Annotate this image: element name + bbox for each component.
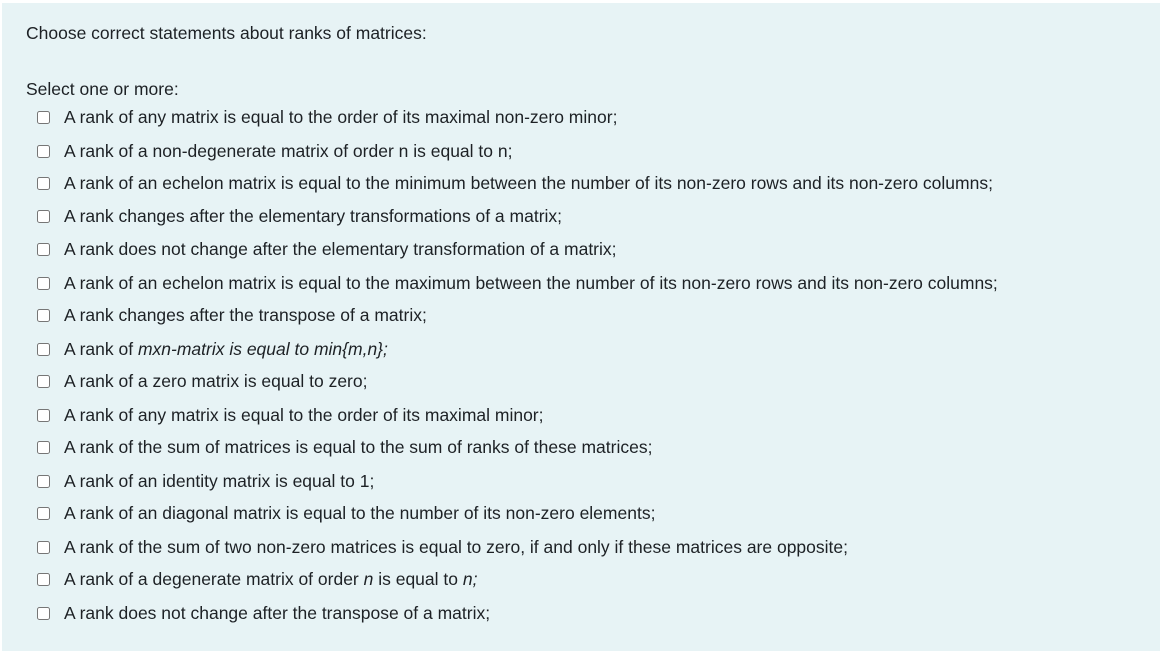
answer-option-15[interactable] [37, 567, 477, 591]
answer-text: A rank of a zero matrix is equal to zero; [64, 371, 368, 391]
answer-text: A rank of an diagonal matrix is equal to the number of its non-zero elements; [64, 503, 656, 523]
answer-label [64, 436, 652, 458]
answer-option-1[interactable] [37, 105, 617, 129]
answer-text: A rank of a degenerate matrix of order [64, 569, 364, 589]
answer-checkbox[interactable] [37, 507, 50, 520]
answer-text: A rank does not change after the elementary transformation of a matrix; [64, 239, 617, 259]
select-prompt: Select one or more: [26, 79, 179, 99]
answer-checkbox[interactable] [37, 541, 50, 554]
answer-text: A rank changes after the elementary transformations of a matrix; [64, 206, 563, 226]
answer-text: A rank changes after the transpose of a matrix; [64, 305, 427, 325]
answer-checkbox[interactable] [37, 243, 50, 256]
answer-label [64, 140, 512, 162]
answer-checkbox[interactable] [37, 277, 50, 290]
answer-label [64, 238, 617, 260]
answer-text: A rank of an echelon matrix is equal to the maximum between the number of its non-zero rows and its non-zero columns; [64, 273, 998, 293]
answer-label [64, 106, 617, 128]
answer-text: A rank of a non-degenerate matrix of order n is equal to n; [64, 141, 513, 161]
answer-option-13[interactable] [37, 501, 655, 525]
answer-option-11[interactable] [37, 435, 652, 459]
answer-text: A rank of [64, 339, 138, 359]
answer-text: A rank of an echelon matrix is equal to the minimum between the number of its non-zero rows and its non-zero columns; [64, 173, 993, 193]
answer-option-6[interactable] [37, 271, 998, 295]
answer-checkbox[interactable] [37, 309, 50, 322]
answer-checkbox[interactable] [37, 607, 50, 620]
answer-option-14[interactable] [37, 535, 848, 559]
answer-text-italic: mxn-matrix is equal to min{m,n}; [137, 339, 388, 359]
answer-label [64, 370, 367, 392]
answer-option-4[interactable] [37, 204, 562, 228]
answer-text: A rank of an identity matrix is equal to 1; [64, 471, 375, 491]
answer-option-2[interactable] [37, 139, 512, 163]
answer-option-7[interactable] [37, 303, 427, 327]
answer-checkbox[interactable] [37, 441, 50, 454]
answer-text-italic: n; [462, 569, 478, 589]
answer-text: A rank of any matrix is equal to the order of its maximal minor; [64, 405, 544, 425]
answer-option-9[interactable] [37, 369, 367, 393]
answer-checkbox[interactable] [37, 111, 50, 124]
answer-checkbox[interactable] [37, 475, 50, 488]
answer-option-5[interactable] [37, 237, 617, 261]
answer-label [64, 272, 998, 294]
answer-checkbox[interactable] [37, 145, 50, 158]
answer-text: A rank does not change after the transpose of a matrix; [64, 603, 491, 623]
answer-checkbox[interactable] [37, 343, 50, 356]
answer-checkbox[interactable] [37, 375, 50, 388]
answer-label [64, 205, 562, 227]
answer-label [64, 602, 490, 624]
answer-checkbox[interactable] [37, 177, 50, 190]
answer-text: A rank of any matrix is equal to the order of its maximal non-zero minor; [64, 107, 618, 127]
answer-option-3[interactable] [37, 171, 993, 195]
answer-option-10[interactable] [37, 403, 544, 427]
answer-checkbox[interactable] [37, 409, 50, 422]
answer-list [2, 3, 1160, 651]
answer-label [64, 536, 848, 558]
answer-checkbox[interactable] [37, 210, 50, 223]
answer-text: A rank of the sum of two non-zero matrices is equal to zero, if and only if these matrices are opposite; [64, 537, 848, 557]
answer-label [64, 502, 655, 524]
answer-text-italic: n [363, 569, 374, 589]
question-panel [2, 3, 1160, 651]
answer-label [64, 470, 374, 492]
answer-label [64, 172, 993, 194]
answer-option-12[interactable] [37, 469, 374, 493]
answer-text: A rank of the sum of matrices is equal to the sum of ranks of these matrices; [64, 437, 653, 457]
question-text: Choose correct statements about ranks of matrices: [26, 23, 427, 43]
answer-option-16[interactable] [37, 601, 490, 625]
answer-label [64, 304, 427, 326]
answer-label [64, 568, 477, 590]
answer-checkbox[interactable] [37, 573, 50, 586]
answer-option-8[interactable] [37, 337, 388, 361]
answer-label [64, 404, 544, 426]
answer-label [64, 338, 388, 360]
answer-text-post: is equal to [373, 569, 463, 589]
